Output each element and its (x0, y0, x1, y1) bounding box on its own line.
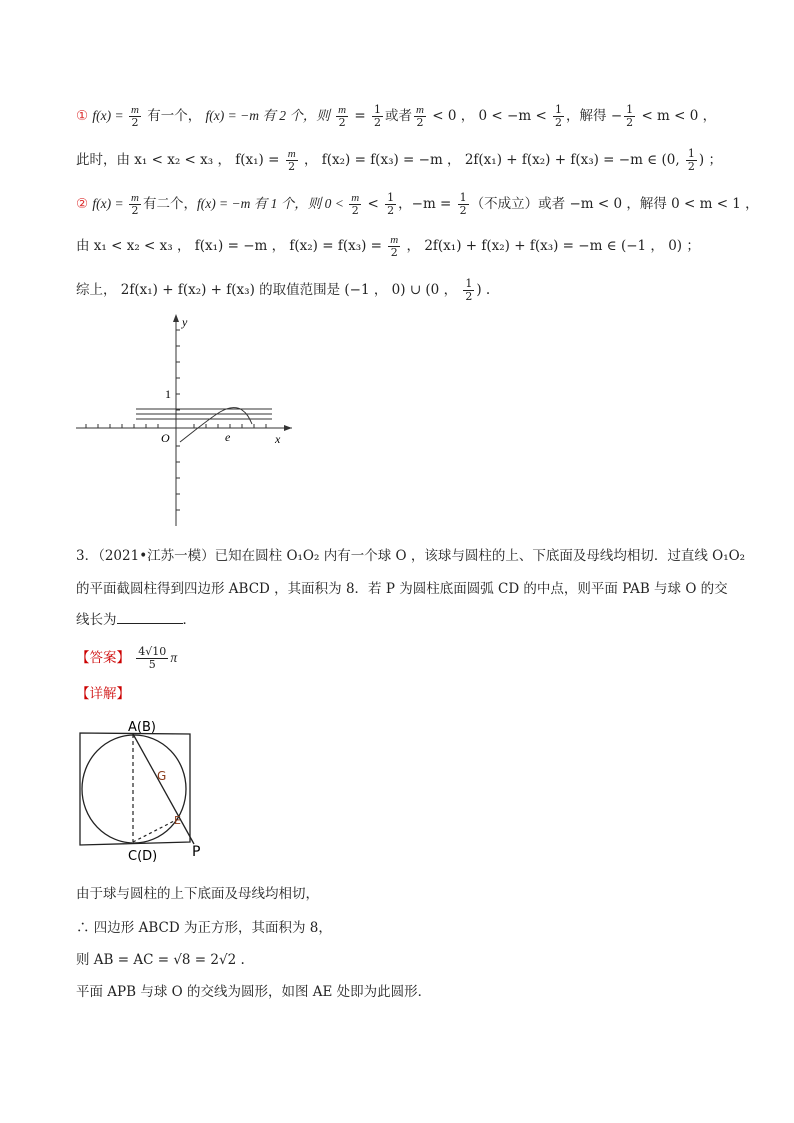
marker-1: ① (76, 108, 89, 124)
function-curve (180, 408, 252, 442)
x-label: x (275, 432, 281, 446)
fraction: $\frac{m}{2}$ (351, 192, 360, 217)
sphere-circle (82, 735, 186, 843)
line-ap (133, 734, 194, 844)
part2-line1: ② f(x) = $\frac{m}{2}$ 有二个，f(x) = −m 有 1 个，则 0 < $\frac{m}{2}$ < $\frac{1}{2}$ ，−m = $\frac{1}{2}$ （不成立）或者 −m < 0 ，解得 0 < m < 1 ， (76, 191, 759, 217)
fraction: $\frac{1}{2}$ (626, 103, 634, 129)
label-g: G (157, 769, 167, 783)
part2-line2 (76, 234, 700, 259)
fraction: $\frac{m}{2}$ (131, 192, 139, 217)
y-axis-arrow (173, 314, 179, 322)
y-label: y (182, 315, 188, 329)
text: （不成立）或者 −m < 0 ，解得 0 < m < 1 ， (470, 196, 759, 212)
pi-symbol: π (170, 650, 178, 665)
text: f(x) = (92, 108, 127, 123)
detail-label: 【详解】 (76, 686, 130, 702)
text: 有二个， (142, 196, 197, 212)
fraction: $\frac{m}{2}$ (131, 104, 139, 129)
summary-line: 综上， 2f(x₁) + f(x₂) + f(x₃) 的取值范围是 (−1 ， 0) ∪ (0 ， $\frac{1}{2}$ ) . (76, 277, 491, 303)
fraction: $\frac{1}{2}$ (374, 103, 382, 129)
answer-blank (117, 611, 183, 624)
problem3-line3: 线长为 ． (76, 612, 196, 628)
one-label: 1 (165, 387, 171, 401)
square-abcd (80, 733, 190, 845)
text: 综上， 2f(x₁) + f(x₂) + f(x₃) 的取值范围是 (−1 ， 0) ∪ (0 ， (76, 282, 462, 298)
fraction: $\frac{1}{2}$ (459, 191, 467, 217)
explain-line4: 平面 APB 与球 O 的交线为圆形，如图 AE 处即为此圆形． (76, 984, 432, 1000)
marker-2: ② (76, 196, 89, 212)
explain-line1: 由于球与圆柱的上下底面及母线均相切， (76, 886, 319, 902)
answer-fraction: $\frac{4√10}{5}$ (138, 645, 167, 671)
fraction: $\frac{1}{2}$ (387, 191, 395, 217)
explain-line2: ∴ 四边形 ABCD 为正方形，其面积为 8， (76, 920, 332, 936)
label-c-d: C(D) (128, 849, 158, 864)
text: f(x) = (92, 196, 127, 211)
explain-line3: 则 AB = AC = √8 = 2√2 . (76, 952, 245, 968)
text: 有一个， (147, 108, 202, 124)
label-e: E (174, 814, 181, 827)
e-label: e (225, 430, 231, 444)
function-graph (70, 310, 300, 532)
text: ， f(x₂) = f(x₃) = −m ， 2f(x₁) + f(x₂) + f(x₃) = −m ∈ (0, (299, 152, 684, 168)
text: ， 2f(x₁) + f(x₂) + f(x₃) = −m ∈ (−1 ， 0) ； (402, 238, 700, 254)
part1-line2: 此时，由 x₁ < x₂ < x₃ ， f(x₁) = $\frac{m}{2}$ ， f(x₂) = f(x₃) = −m ， 2f(x₁) + f(x₂) + f(x₃) = −m ∈ (0, $\frac{1}{2}$ ) ； (76, 147, 722, 173)
x-axis-arrow (284, 425, 292, 431)
fraction: $\frac{m}{2}$ (287, 148, 296, 173)
text: 或者 (385, 108, 413, 124)
part1-line1: ① f(x) = $\frac{m}{2}$ 有一个， f(x) = −m 有 2 个，则 $\frac{m}{2}$ = $\frac{1}{2}$ 或者 $\frac{m}{2}$ < 0 ， 0 < −m < $\frac{1}{2}$ ，解得 − $\frac{1}{2}$ < m < 0 ， (76, 103, 717, 129)
fraction: $\frac{m}{2}$ (416, 104, 424, 129)
answer-label: 【答案】 (76, 650, 130, 666)
fraction: $\frac{m}{2}$ (338, 104, 347, 129)
problem3-line2: 的平面截圆柱得到四边形 ABCD ，其面积为 8．若 P 为圆柱底面圆弧 CD 的中点，则平面 PAB 与球 O 的交 (76, 581, 728, 597)
sphere-cylinder-sketch (70, 714, 220, 864)
problem3-line1: 3．（2021•江苏一模）已知在圆柱 O₁O₂ 内有一个球 O ，该球与圆柱的上、下底面及母线均相切．过直线 O₁O₂ (76, 548, 746, 564)
text: f(x) = −m 有 2 个，则 (205, 108, 330, 123)
answer-line (76, 646, 177, 671)
label-a-b: A(B) (128, 720, 156, 735)
y-ticks (176, 330, 180, 510)
fraction: $\frac{1}{2}$ (555, 103, 563, 129)
fraction: $\frac{1}{2}$ (465, 277, 473, 303)
fraction: $\frac{m}{2}$ (390, 234, 399, 259)
fraction: $\frac{1}{2}$ (687, 147, 695, 173)
label-p: P (192, 844, 201, 860)
origin-label: O (161, 431, 170, 445)
text: 此时，由 x₁ < x₂ < x₃ ， f(x₁) = (76, 152, 284, 168)
text: f(x) = −m 有 1 个，则 0 < (196, 196, 348, 211)
text: 由 x₁ < x₂ < x₃ ， f(x₁) = −m ， f(x₂) = f(x₃) = (76, 238, 387, 254)
